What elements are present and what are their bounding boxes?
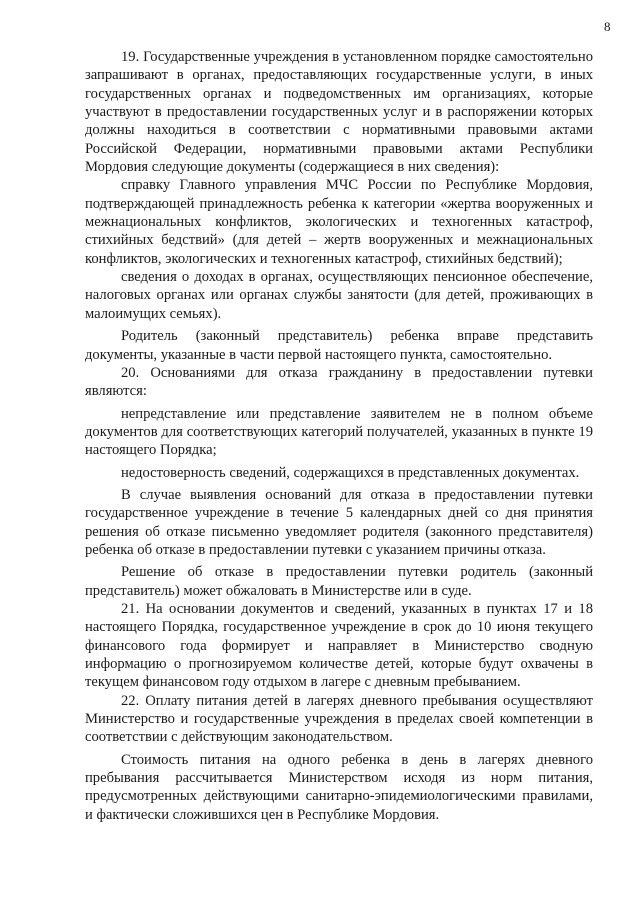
document-body xyxy=(85,48,593,824)
paragraph-19-item-mchs: справку Главного управления МЧС России по Республике Мордовия, подтверждающей принадлежность ребенка к категории «жертва вооруженных и межнациональных конфликтов, экологических и техногенных катастроф, стихийных бедствий» (для детей – жертв вооруженных и межнациональных конфликтов, экологических и техногенных катастроф, стихийных бедствий); xyxy=(85,177,593,267)
paragraph-21: 21. На основании документов и сведений, указанных в пунктах 17 и 18 настоящего Порядка, государственное учреждение в срок до 10 июня текущего финансового года формирует и направляет в Министерство сводную информацию о прогнозируемом количестве детей, которые будут охвачены в текущем финансовом году отдыхом в лагере с дневным пребыванием. xyxy=(85,600,593,691)
paragraph-20-appeal: Решение об отказе в предоставлении путевки родитель (законный представитель) может обжаловать в Министерстве или в суде. xyxy=(85,564,593,599)
paragraph-20-item-missing-docs: непредставление или представление заявителем не в полном объеме документов для соответствующих категорий получателей, указанных в пункте 19 настоящего Порядка; xyxy=(85,405,593,459)
paragraph-19: 19. Государственные учреждения в установленном порядке самостоятельно запрашивают в органах, предоставляющих государственные услуги, в иных государственных органах и подведомственных им организациях, которые участвуют в предоставлении государственных услуг и в распоряжении которых должны находиться в соответствии с нормативными правовыми актами Российской Федерации, нормативными правовыми актами Республики Мордовия следующие документы (содержащиеся в них сведения): xyxy=(85,49,593,176)
paragraph-20-item-invalid-info: недостоверность сведений, содержащихся в представленных документах. xyxy=(121,464,580,481)
paragraph-19-item-income: сведения о доходах в органах, осуществляющих пенсионное обеспечение, налоговых органах или органах службы занятости (для детей, проживающих в малоимущих семьях). xyxy=(85,269,593,322)
paragraph-22: 22. Оплату питания детей в лагерях дневного пребывания осуществляют Министерство и государственные учреждения в пределах своей компетенции в соответствии с действующим законодательством. xyxy=(85,692,593,746)
paragraph-20: 20. Основаниями для отказа гражданину в предоставлении путевки являются: xyxy=(85,364,593,400)
page-number: 8 xyxy=(604,19,611,34)
paragraph-20-refusal-notice: В случае выявления оснований для отказа в предоставлении путевки государственное учреждение в течение 5 календарных дней со дня принятия решения об отказе письменно уведомляет родителя (законного представителя) ребенка об отказе в предоставлении путевки с указанием причины отказа. xyxy=(85,486,593,558)
paragraph-19-parent-right: Родитель (законный представитель) ребенка вправе представить документы, указанные в части первой настоящего пункта, самостоятельно. xyxy=(85,328,593,363)
paragraph-22-meal-cost: Стоимость питания на одного ребенка в день в лагерях дневного пребывания рассчитывается Министерством исходя из норм питания, предусмотренных действующими санитарно-эпидемиологическими правилами, и фактически сложившихся цен в Республике Мордовия. xyxy=(85,751,593,823)
